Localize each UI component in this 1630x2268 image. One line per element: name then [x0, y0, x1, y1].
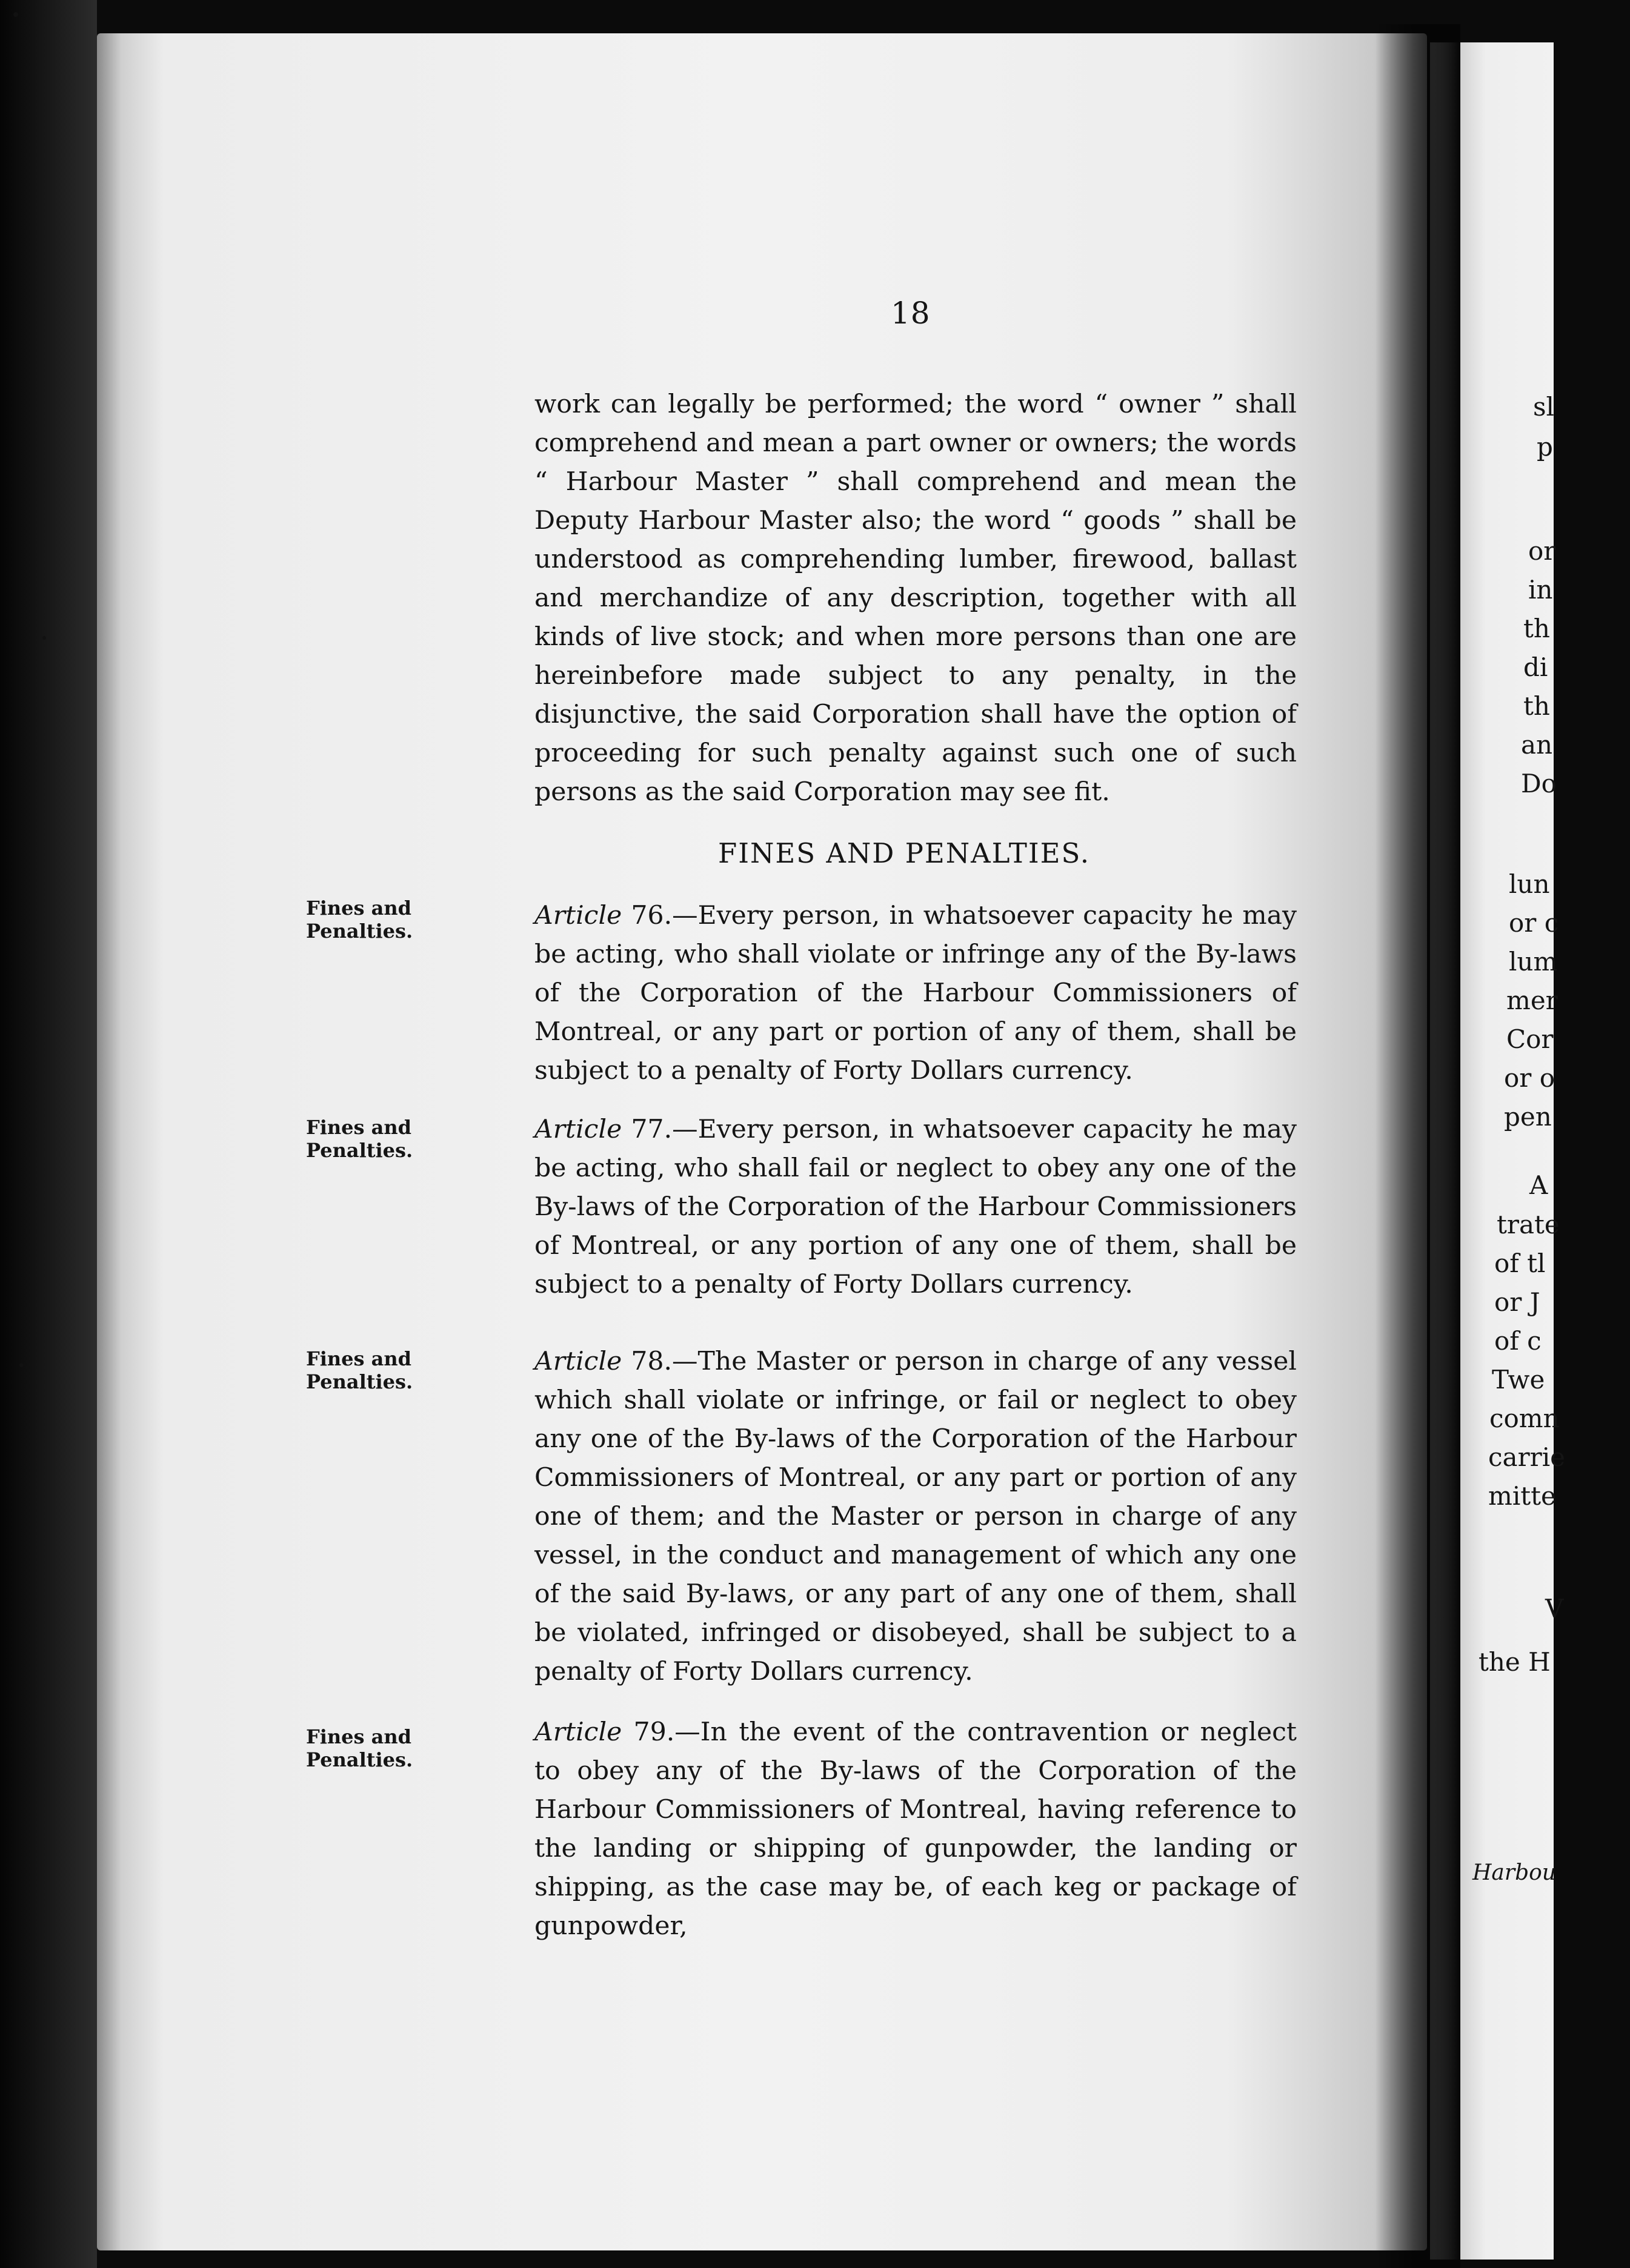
facing-fragment: or J: [1494, 1287, 1540, 1317]
article-label: Article: [534, 1717, 622, 1747]
section-heading: FINES AND PENALTIES.: [718, 837, 1090, 869]
facing-fragment: of tl: [1494, 1248, 1546, 1278]
facing-fragment: A: [1529, 1170, 1548, 1200]
page-number: 18: [891, 296, 931, 331]
article-number: 78.: [631, 1347, 672, 1376]
facing-fragment: or: [1528, 536, 1556, 566]
article-label: Article: [534, 901, 622, 930]
scan-speck: [13, 12, 18, 17]
facing-fragment: Harbou: [1472, 1860, 1556, 1885]
facing-fragment: comn: [1489, 1404, 1560, 1433]
article-number: 77.: [631, 1115, 673, 1144]
facing-fragment: carrie: [1488, 1442, 1566, 1472]
margin-note-article-76: Fines and Penalties.: [306, 897, 413, 943]
facing-fragment: mer: [1506, 986, 1558, 1015]
facing-fragment: in: [1528, 575, 1553, 605]
facing-fragment: th: [1523, 614, 1550, 643]
scan-speck: [42, 636, 46, 640]
facing-fragment: trate: [1497, 1210, 1560, 1239]
margin-note-article-79: Fines and Penalties.: [306, 1725, 413, 1771]
article-number: 79.: [633, 1717, 675, 1747]
facing-fragment: or c: [1509, 908, 1559, 938]
facing-fragment: or o: [1504, 1063, 1555, 1093]
facing-fragment: the H: [1479, 1647, 1551, 1677]
scan-speck: [19, 1363, 24, 1367]
facing-fragment: th: [1523, 691, 1550, 721]
facing-fragment: lum: [1509, 947, 1558, 976]
facing-fragment: V: [1545, 1594, 1564, 1623]
article-79: [534, 1713, 1297, 1946]
facing-fragment: an: [1521, 730, 1553, 760]
facing-fragment: Twe: [1492, 1365, 1545, 1394]
facing-fragment: pen: [1504, 1102, 1552, 1132]
facing-fragment: p: [1537, 432, 1553, 462]
article-77: [534, 1110, 1297, 1304]
book-binding-left: [0, 0, 97, 2268]
gutter-shadow: [1376, 24, 1460, 2268]
margin-note-article-78: Fines and Penalties.: [306, 1347, 413, 1393]
article-label: Article: [534, 1347, 622, 1376]
article-text: —The Master or person in charge of any vessel which shall violate or infringe, or fail or neglect to obey any one of the By-laws of the Corporation of the Harbour Commissioners of Montreal, or any part or portion of any one of them; and the Master or person in charge of any vessel, in the conduct and management of which any one of the said By-laws, or any part of any one of them, shall be violated, infringed or disobeyed, shall be subject to a penalty of Forty Dollars currency.: [534, 1347, 1297, 1686]
facing-fragment: sl: [1533, 392, 1554, 422]
facing-fragment: Cor: [1506, 1024, 1554, 1054]
facing-fragment: mitte: [1488, 1481, 1556, 1511]
intro-paragraph: work can legally be performed; the word “ owner ” shall comprehend and mean a part owner or owners; the words “ Harbour Master ” shall comprehend and mean the Deputy Harbour Master also; the word “ goods ” shall be understood as comprehending lumber, firewood, ballast and merchandize of any description, together with all kinds of live stock; and when more persons than one are hereinbefore made subject to any penalty, in the disjunctive, the said Corporation shall have the option of proceeding for such penalty against such one of such persons as the said Corporation may see fit.: [534, 390, 1297, 807]
article-text: —Every person, in whatsoever capacity he may be acting, who shall fail or neglect to obey any one of the By-laws of the Corporation of the Harbour Commissioners of Montreal, or any portion of any one of them, shall be subject to a penalty of Forty Dollars currency.: [534, 1115, 1297, 1299]
article-text: —In the event of the contravention or neglect to obey any of the By-laws of the Corporation of the Harbour Commissioners of Montreal, having reference to the landing or shipping of gunpowder, the landing or shipping, as the case may be, of each keg or package of gunpowder,: [534, 1717, 1297, 1941]
facing-fragment: lun: [1509, 869, 1550, 899]
article-text: —Every person, in whatsoever capacity he may be acting, who shall violate or infringe any of the By-laws of the Corporation of the Harbour Commissioners of Montreal, or any part or portion of any of them, shall be subject to a penalty of Forty Dollars currency.: [534, 901, 1297, 1086]
article-76: [534, 897, 1297, 1090]
article-78: [534, 1342, 1297, 1691]
facing-fragment: Do: [1521, 769, 1557, 798]
facing-fragment: di: [1523, 652, 1548, 682]
article-label: Article: [534, 1115, 622, 1144]
facing-fragment: of c: [1494, 1326, 1542, 1356]
article-number: 76.: [631, 901, 673, 930]
margin-note-article-77: Fines and Penalties.: [306, 1116, 413, 1162]
